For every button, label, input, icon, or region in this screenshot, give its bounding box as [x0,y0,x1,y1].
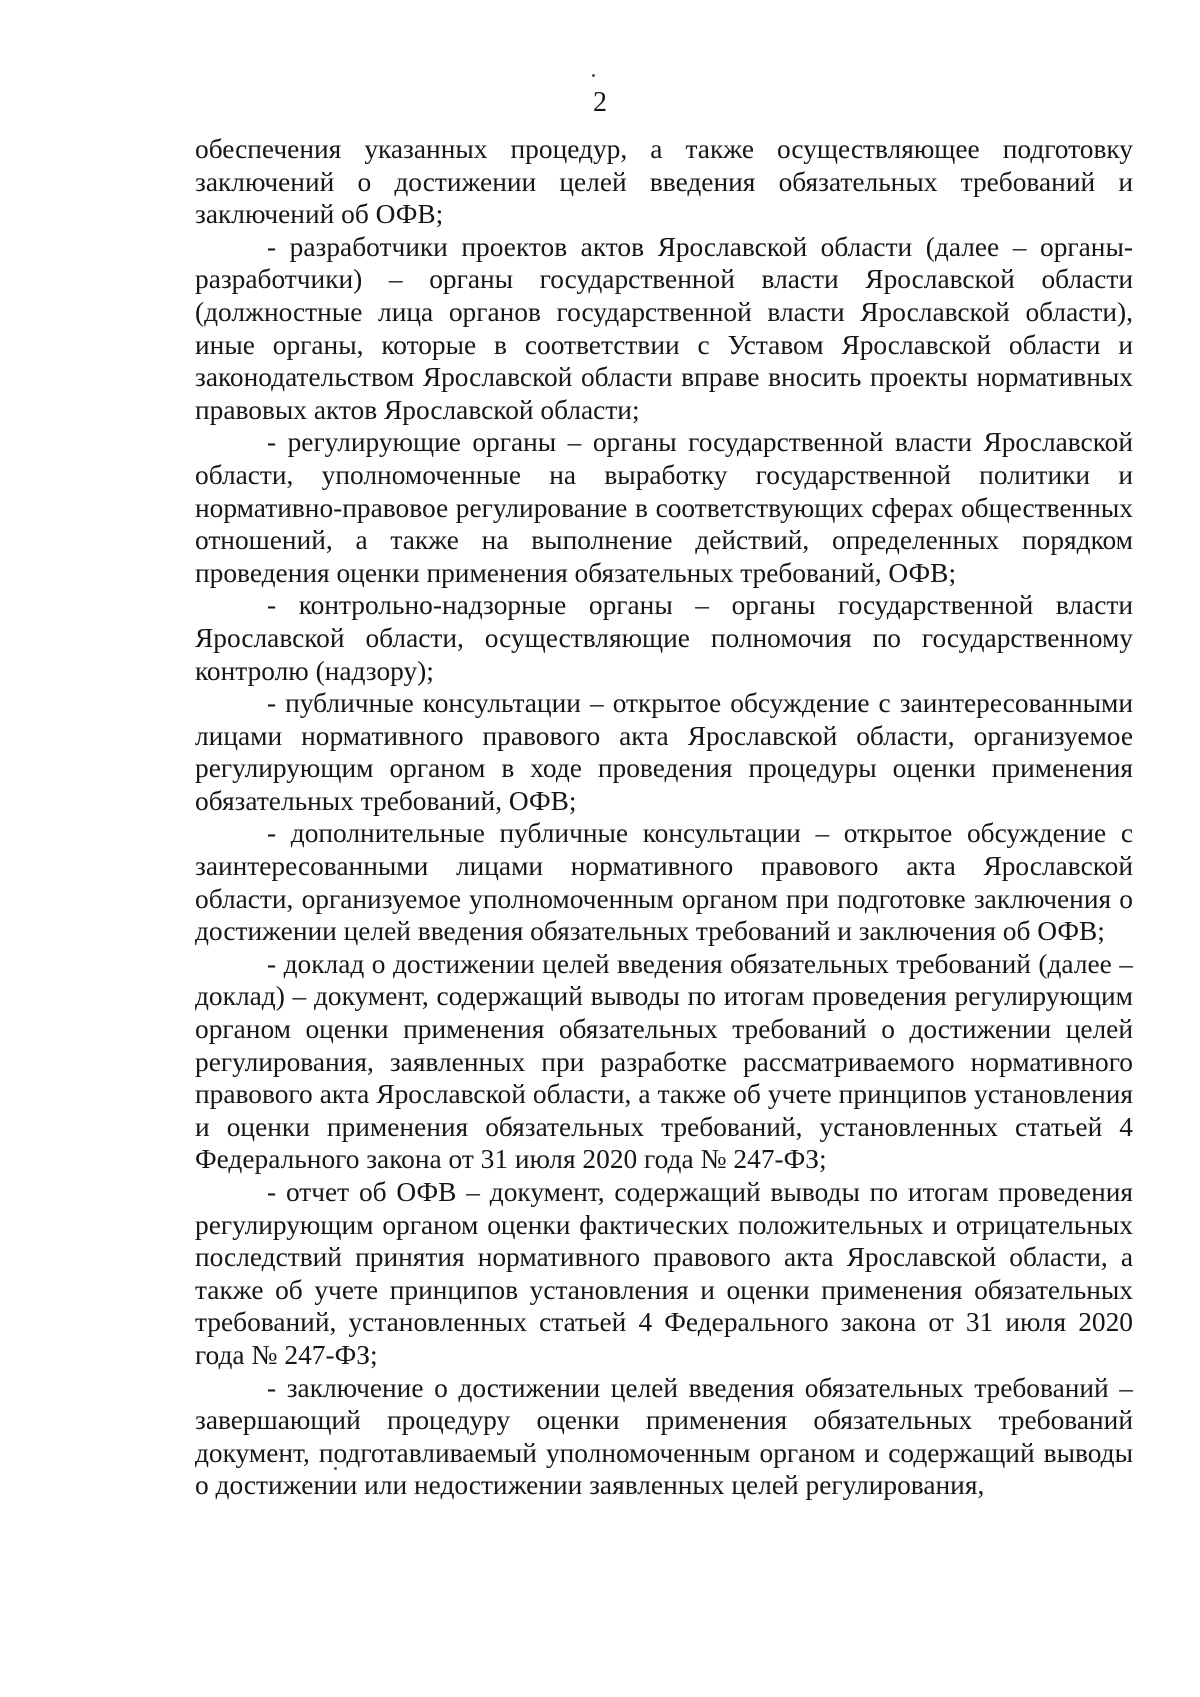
definition-report: - доклад о достижении целей введения обязательных требований (далее – доклад) – документ, содержащий выводы по итогам проведения регулирующим органом оценки применения обязательных требований о достижении целей регулирования, заявленных при разработке рассматриваемого нормативного правового акта Ярославской области, а также об учете принципов установления и оценки применения обязательных требований, установленных статьей 4 Федерального закона от 31 июля 2020 года № 247-ФЗ; [195,948,1133,1175]
definition-ofv-report: - отчет об ОФВ – документ, содержащий выводы по итогам проведения регулирующим органом оценки фактических положительных и отрицательных последствий принятия нормативного правового акта Ярославской области, а также об учете принципов установления и оценки применения обязательных требований, установленных статьей 4 Федерального закона от 31 июля 2020 года № 247-ФЗ; [195,1177,1133,1370]
definition-developers: - разработчики проектов актов Ярославской области (далее – органы-разработчики) – органы государственной власти Ярославской области (должностные лица органов государственной власти Ярославской области), иные органы, которые в соответствии с Уставом Ярославской области и законодательством Ярославской области вправе вносить проекты нормативных правовых актов Ярославской области; [195,231,1133,425]
page-number: 2 [593,87,607,118]
document-body [195,133,1133,1502]
definition-public-consultations: - публичные консультации – открытое обсуждение с заинтересованными лицами нормативного правового акта Ярославской области, организуемое регулирующим органом в ходе проведения процедуры оценки применения обязательных требований, ОФВ; [195,688,1133,816]
definition-control-bodies: - контрольно-надзорные органы – органы государственной власти Ярославской области, осуществляющие полномочия по государственному контролю (надзору); [195,590,1133,686]
definition-conclusion: - заключение о достижении целей введения обязательных требований – завершающий процедуру оценки применения обязательных требований документ, подготавливаемый уполномоченным органом и содержащий выводы о достижении или недостижении заявленных целей регулирования, [195,1372,1133,1501]
definition-regulating-bodies: - регулирующие органы – органы государственной власти Ярославской области, уполномоченные на выработку государственной политики и нормативно-правовое регулирование в соответствующих сферах общественных отношений, а также на выполнение действий, определенных порядком проведения оценки применения обязательных требований, ОФВ; [195,427,1133,588]
paragraph-continuation: обеспечения указанных процедур, а также осуществляющее подготовку заключений о достижении целей введения обязательных требований и заключений об ОФВ; [195,134,1133,230]
scan-speck [592,74,595,77]
definition-additional-consultations: - дополнительные публичные консультации – открытое обсуждение с заинтересованными лицами нормативного правового акта Ярославской области, организуемое уполномоченным органом при подготовке заключения о достижении целей введения обязательных требований и заключения об ОФВ; [195,818,1133,947]
